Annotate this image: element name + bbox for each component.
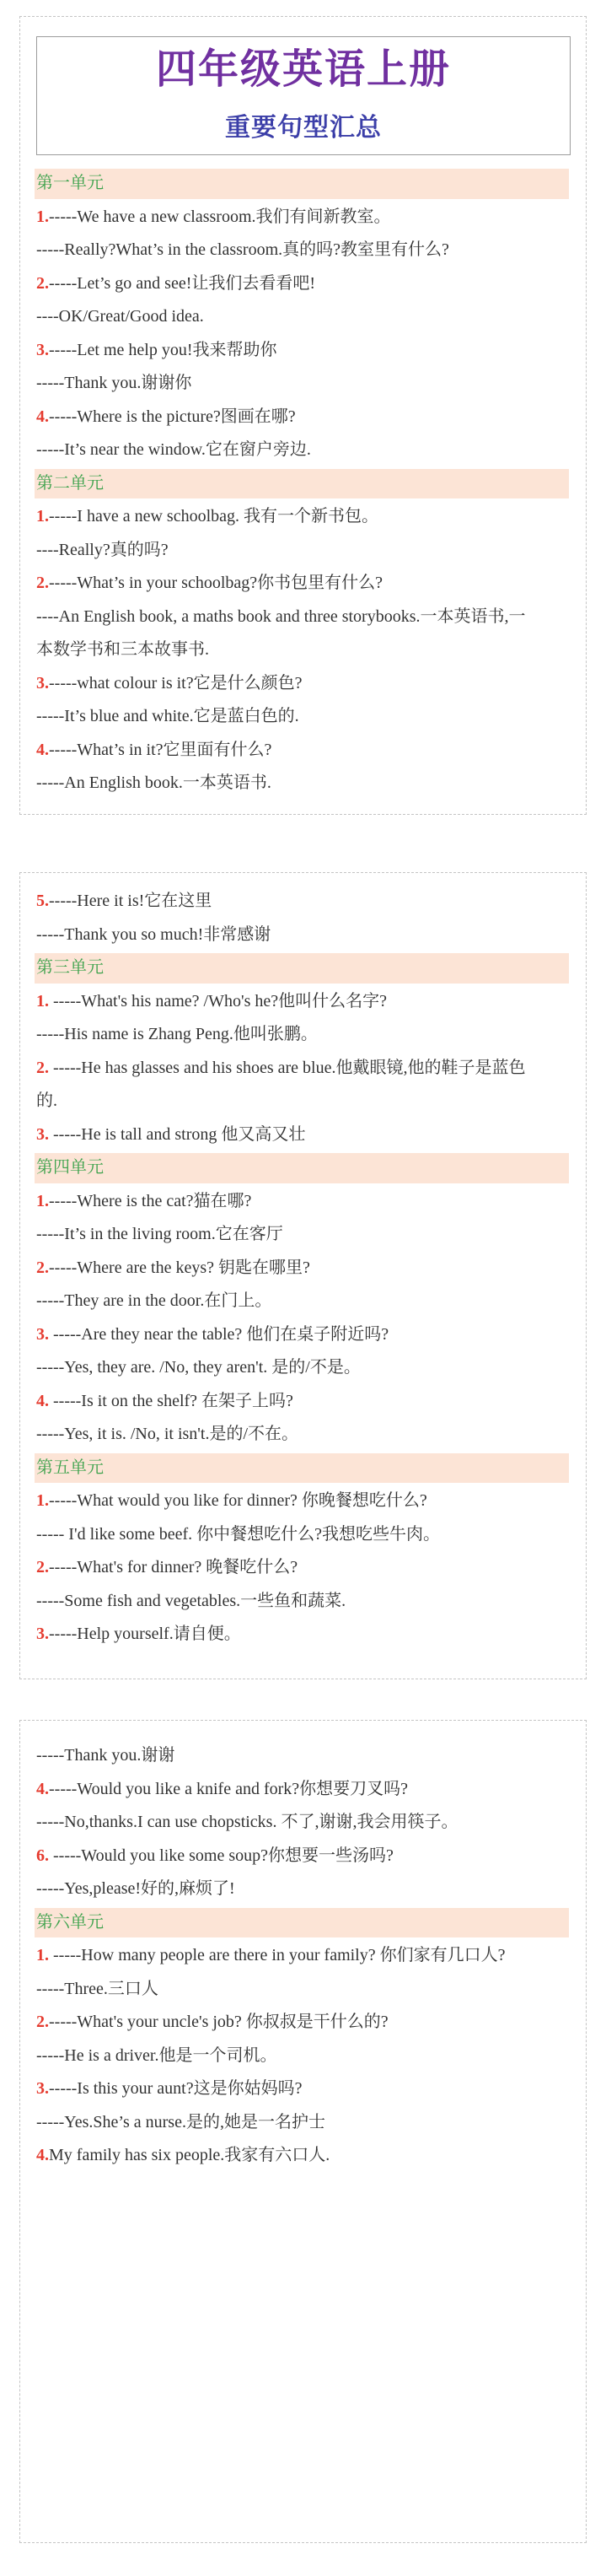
sentence-text: 本数学书和三本故事书. <box>36 640 209 659</box>
sentence-text: -----Yes, they are. /No, they aren't. 是的/不是。 <box>36 1358 361 1377</box>
sentence-text: -----Yes.She’s a nurse.是的,她是一名护士 <box>36 2112 325 2131</box>
item-number: 1. <box>36 991 49 1010</box>
sentence-line <box>36 1518 569 1552</box>
sentence-line <box>36 1418 569 1452</box>
item-number: 6. <box>36 1846 49 1865</box>
page-title: 四年级英语上册 <box>155 46 451 93</box>
item-number: 2. <box>36 1058 49 1077</box>
sentence-line <box>36 1351 569 1385</box>
item-number: 2. <box>36 574 49 592</box>
sentence-text: -----Let’s go and see!让我们去看看吧! <box>49 273 316 293</box>
unit-heading <box>36 951 569 985</box>
sentence-line <box>36 1939 569 1973</box>
sentence-text: -----He is a driver.他是一个司机。 <box>36 2045 277 2065</box>
unit-heading-text: 第六单元 <box>36 1912 104 1932</box>
sentence-line <box>36 1585 569 1619</box>
sentence-text: 的. <box>36 1091 57 1110</box>
page-panel-2 <box>19 872 587 1679</box>
sentence-text: -----We have a new classroom.我们有间新教室。 <box>49 207 391 226</box>
sentence-list <box>36 167 569 800</box>
item-number: 4. <box>36 1779 49 1798</box>
sentence-text: -----What's for dinner? 晚餐吃什么? <box>49 1558 298 1576</box>
sentence-text: -----Are they near the table? 他们在桌子附近吗? <box>49 1324 389 1344</box>
sentence-line <box>36 734 569 768</box>
unit-heading-text: 第一单元 <box>36 174 104 192</box>
sentence-text: -----What's his name? /Who's he?他叫什么名字? <box>49 991 387 1010</box>
continued-line <box>36 633 569 667</box>
item-number: 2. <box>36 1558 49 1576</box>
sentence-line <box>36 534 569 568</box>
item-number: 3. <box>36 1324 49 1344</box>
sentence-text: -----Would you like some soup?你想要一些汤吗? <box>49 1846 394 1865</box>
unit-heading-text: 第四单元 <box>36 1158 104 1177</box>
sentence-text: -----How many people are there in your family? 你们家有几口人? <box>49 1946 506 1964</box>
unit-heading <box>36 167 569 201</box>
sentence-text: -----Yes,please!好的,麻烦了! <box>36 1879 235 1898</box>
unit-heading <box>36 1452 569 1485</box>
sentence-line <box>36 2072 569 2106</box>
sentence-line <box>36 1618 569 1652</box>
sentence-line <box>36 334 569 368</box>
sentence-text: -----Really?What’s in the classroom.真的吗?教室里有什么? <box>36 240 449 259</box>
sentence-line <box>36 1252 569 1285</box>
sentence-line <box>36 434 569 467</box>
sentence-text: -----Yes, it is. /No, it isn't.是的/不在。 <box>36 1425 299 1443</box>
sentence-line <box>36 601 569 634</box>
page-panel-3 <box>19 1720 587 2543</box>
sentence-line <box>36 267 569 301</box>
sentence-text: -----It’s in the living room.它在客厅 <box>36 1225 283 1243</box>
sentence-text: -----What’s in your schoolbag?你书包里有什么? <box>49 574 383 592</box>
sentence-line <box>36 1773 569 1807</box>
sentence-text: -----Where is the picture?图画在哪? <box>49 407 296 426</box>
sentence-line <box>36 767 569 800</box>
item-number: 4. <box>36 1391 49 1410</box>
sentence-text: My family has six people.我家有六口人. <box>49 2146 330 2164</box>
sentence-line <box>36 2040 569 2073</box>
sentence-list <box>36 1739 569 2173</box>
sentence-text: -----Thank you so much!非常感谢 <box>36 924 271 944</box>
item-number: 5. <box>36 892 49 910</box>
sentence-text: -----what colour is it?它是什么颜色? <box>49 673 303 693</box>
sentence-line <box>36 1739 569 1773</box>
sentence-line <box>36 1118 569 1152</box>
item-number: 4. <box>36 2146 49 2164</box>
sentence-text: -----Let me help you!我来帮助你 <box>49 340 277 359</box>
sentence-line <box>36 401 569 434</box>
sentence-line <box>36 367 569 401</box>
sentence-line <box>36 1551 569 1585</box>
sentence-list <box>36 885 569 1652</box>
sentence-text: -----Where is the cat?猫在哪? <box>49 1191 252 1210</box>
sentence-text: -----An English book.一本英语书. <box>36 773 271 792</box>
sentence-line <box>36 1806 569 1840</box>
sentence-line <box>36 1018 569 1052</box>
sentence-text: -----Here it is!它在这里 <box>49 892 212 910</box>
sentence-text: ----Really?真的吗? <box>36 540 169 559</box>
sentence-line <box>36 985 569 1019</box>
sentence-line <box>36 1873 569 1906</box>
sentence-line <box>36 885 569 919</box>
sentence-line <box>36 1185 569 1219</box>
page-subtitle: 重要句型汇总 <box>225 113 382 143</box>
sentence-text: -----What's your uncle's job? 你叔叔是干什么的? <box>49 2013 389 2031</box>
sentence-text: -----They are in the door.在门上。 <box>36 1291 272 1310</box>
sentence-text: -----His name is Zhang Peng.他叫张鹏。 <box>36 1025 318 1043</box>
unit-heading-text: 第三单元 <box>36 958 104 977</box>
sentence-text: -----What would you like for dinner? 你晚餐想吃什么? <box>49 1491 427 1510</box>
item-number: 1. <box>36 1191 49 1210</box>
unit-heading <box>36 467 569 501</box>
unit-heading-text: 第五单元 <box>36 1458 104 1477</box>
sentence-line <box>36 2139 569 2173</box>
item-number: 1. <box>36 507 49 525</box>
sentence-line <box>36 300 569 334</box>
item-number: 4. <box>36 740 49 759</box>
sentence-text: ----OK/Great/Good idea. <box>36 307 204 326</box>
sentence-line <box>36 1485 569 1518</box>
item-number: 3. <box>36 1124 49 1144</box>
sentence-line <box>36 2106 569 2140</box>
sentence-line <box>36 201 569 234</box>
sentence-line <box>36 567 569 601</box>
sentence-line <box>36 1840 569 1873</box>
item-number: 1. <box>36 1946 49 1964</box>
item-number: 4. <box>36 407 49 426</box>
sentence-line <box>36 500 569 534</box>
sentence-text: -----Is it on the shelf? 在架子上吗? <box>49 1391 293 1410</box>
sentence-text: -----Would you like a knife and fork?你想要刀叉吗? <box>49 1779 409 1798</box>
title-box <box>36 36 571 155</box>
item-number: 3. <box>36 340 49 359</box>
item-number: 1. <box>36 1491 49 1510</box>
item-number: 3. <box>36 2079 49 2098</box>
sentence-line <box>36 667 569 701</box>
sentence-line <box>36 700 569 734</box>
continued-line <box>36 1085 569 1118</box>
sentence-text: ----An English book, a maths book and three storybooks.一本英语书,一 <box>36 606 526 626</box>
sentence-text: -----It’s near the window.它在窗户旁边. <box>36 440 311 459</box>
sentence-line <box>36 1218 569 1252</box>
sentence-text: -----Is this your aunt?这是你姑妈吗? <box>49 2079 303 2098</box>
item-number: 2. <box>36 2013 49 2031</box>
sentence-line <box>36 1385 569 1419</box>
item-number: 1. <box>36 207 49 226</box>
sentence-text: -----Help yourself.请自便。 <box>49 1625 241 1643</box>
sentence-text: -----Thank you.谢谢你 <box>36 374 192 392</box>
page-panel-1 <box>19 16 587 815</box>
sentence-text: -----Three.三口人 <box>36 1979 158 1998</box>
sentence-text: -----What’s in it?它里面有什么? <box>49 740 272 759</box>
sentence-line <box>36 1285 569 1318</box>
sentence-line <box>36 234 569 267</box>
sentence-text: -----I have a new schoolbag. 我有一个新书包。 <box>49 507 379 525</box>
sentence-text: -----He has glasses and his shoes are blue.他戴眼镜,他的鞋子是蓝色 <box>49 1058 526 1077</box>
item-number: 3. <box>36 673 49 693</box>
unit-heading <box>36 1906 569 1940</box>
sentence-line <box>36 1973 569 2007</box>
item-number: 3. <box>36 1625 49 1643</box>
sentence-text: -----Where are the keys? 钥匙在哪里? <box>49 1258 310 1277</box>
sentence-line <box>36 919 569 952</box>
sentence-text: -----No,thanks.I can use chopsticks. 不了,谢谢,我会用筷子。 <box>36 1813 459 1831</box>
item-number: 2. <box>36 1258 49 1277</box>
sentence-text: -----It’s blue and white.它是蓝白色的. <box>36 707 299 725</box>
sentence-text: -----He is tall and strong 他又高又壮 <box>49 1124 306 1144</box>
sentence-text: -----Thank you.谢谢 <box>36 1746 175 1765</box>
unit-heading-text: 第二单元 <box>36 473 104 493</box>
sentence-text: ----- I'd like some beef. 你中餐想吃什么?我想吃些牛肉。 <box>36 1524 441 1544</box>
sentence-line <box>36 1052 569 1086</box>
sentence-text: -----Some fish and vegetables.一些鱼和蔬菜. <box>36 1591 346 1610</box>
sentence-line <box>36 2006 569 2040</box>
item-number: 2. <box>36 273 49 293</box>
sentence-line <box>36 1318 569 1352</box>
unit-heading <box>36 1151 569 1185</box>
